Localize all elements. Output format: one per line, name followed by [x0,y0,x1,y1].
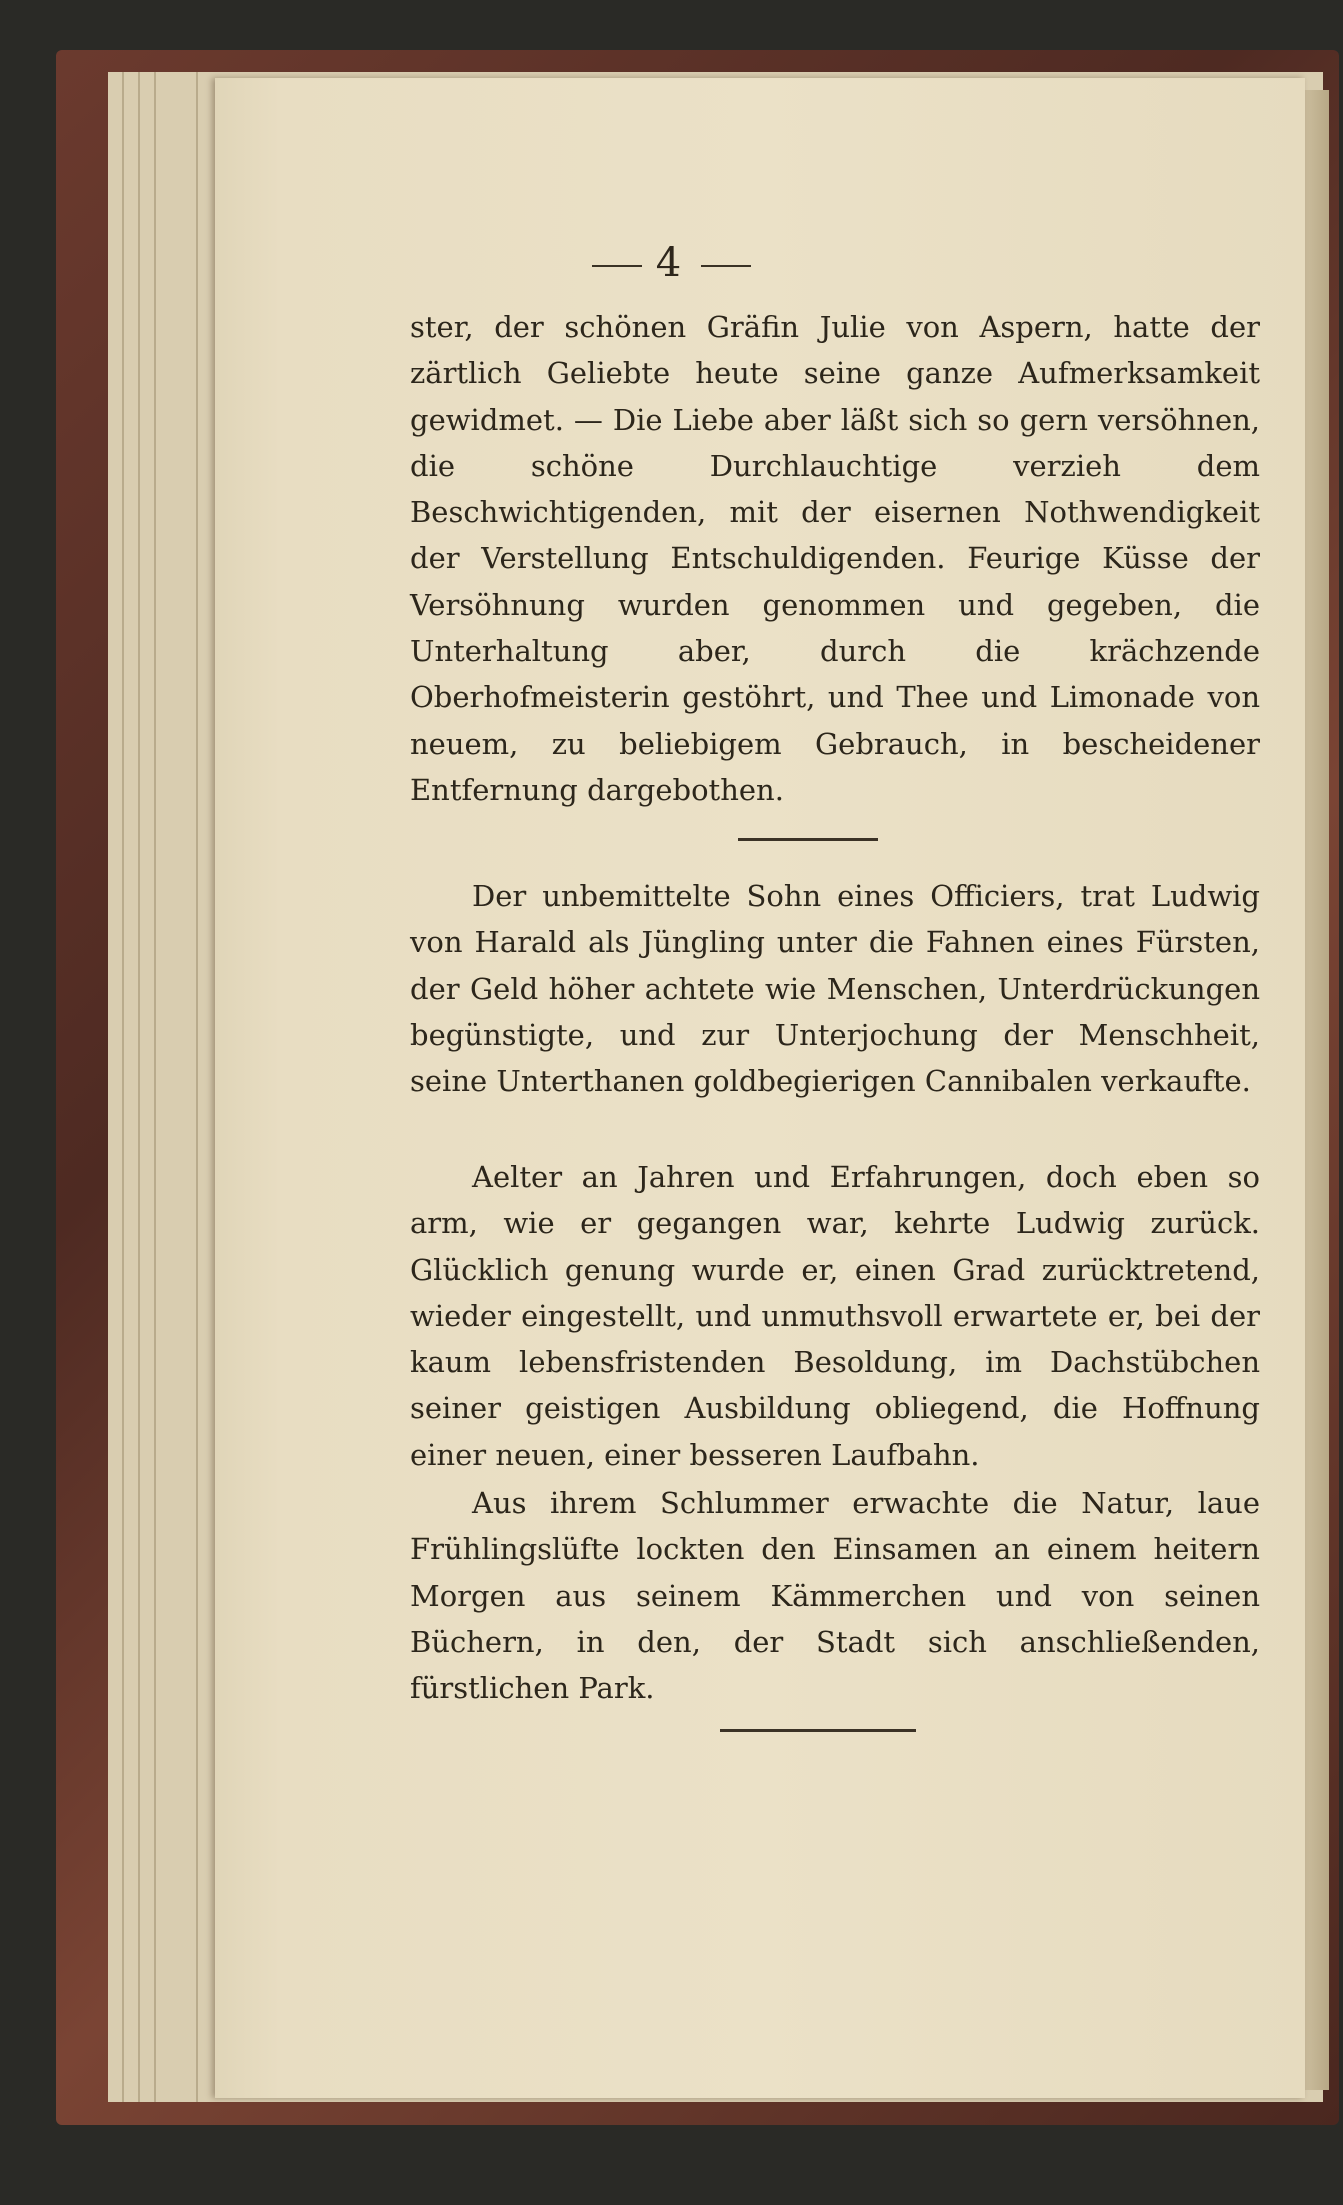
header-dash-right [701,265,751,267]
end-divider [720,1729,916,1732]
page-edge [154,72,156,2102]
page-number: 4 [655,240,688,286]
paragraph: Aelter an Jahren und Erfahrungen, doch eben so arm, wie er gegangen war, kehrte Ludwig zurück. Glücklich genung wurde er, einen Grad zurücktretend, wieder eingestellt, und unmuthsvoll erwartete er, bei der kaum lebensfristenden Besoldung, im Dachstübchen seiner geistigen Ausbildung obliegend, die Hoffnung einer neuen, einer besseren Laufbahn. [410,1160,1260,1472]
section-divider [738,838,878,841]
page-edge [122,72,124,2102]
paragraph: ster, der schönen Gräfin Julie von Aspern, hatte der zärtlich Geliebte heute seine ganze Aufmerksamkeit gewidmet. — Die Liebe aber läßt sich so gern versöhnen, die schöne Durchlauchtige verzieh dem Beschwichtigenden, mit der eisernen Nothwendigkeit der Verstellung Entschuldigenden. Feurige Küsse der Versöhnung wurden genommen und gegeben, die Unterhaltung aber, durch die krächzende Oberhofmeisterin gestöhrt, und Thee und Limonade von neuem, zu beliebigem Gebrauch, in bescheidener Entfernung dargebothen. [410,310,1260,807]
header-dash-left [592,265,642,267]
page-edge [196,72,198,2102]
page-header [0,240,1343,286]
paragraph: Der unbemittelte Sohn eines Officiers, trat Ludwig von Harald als Jüngling unter die Fahnen eines Fürsten, der Geld höher achtete wie Menschen, Unterdrückungen begünstigte, und zur Unterjochung der Menschheit, seine Unterthanen goldbegierigen Cannibalen verkaufte. [410,879,1260,1099]
paragraph: Aus ihrem Schlummer erwachte die Natur, laue Frühlingslüfte lockten den Einsamen an einem heitern Morgen aus seinem Kämmerchen und von seinen Büchern, in den, der Stadt sich anschließenden, fürstlichen Park. [410,1486,1260,1706]
facing-page-edge [1305,90,1329,2090]
page-edge [138,72,140,2102]
